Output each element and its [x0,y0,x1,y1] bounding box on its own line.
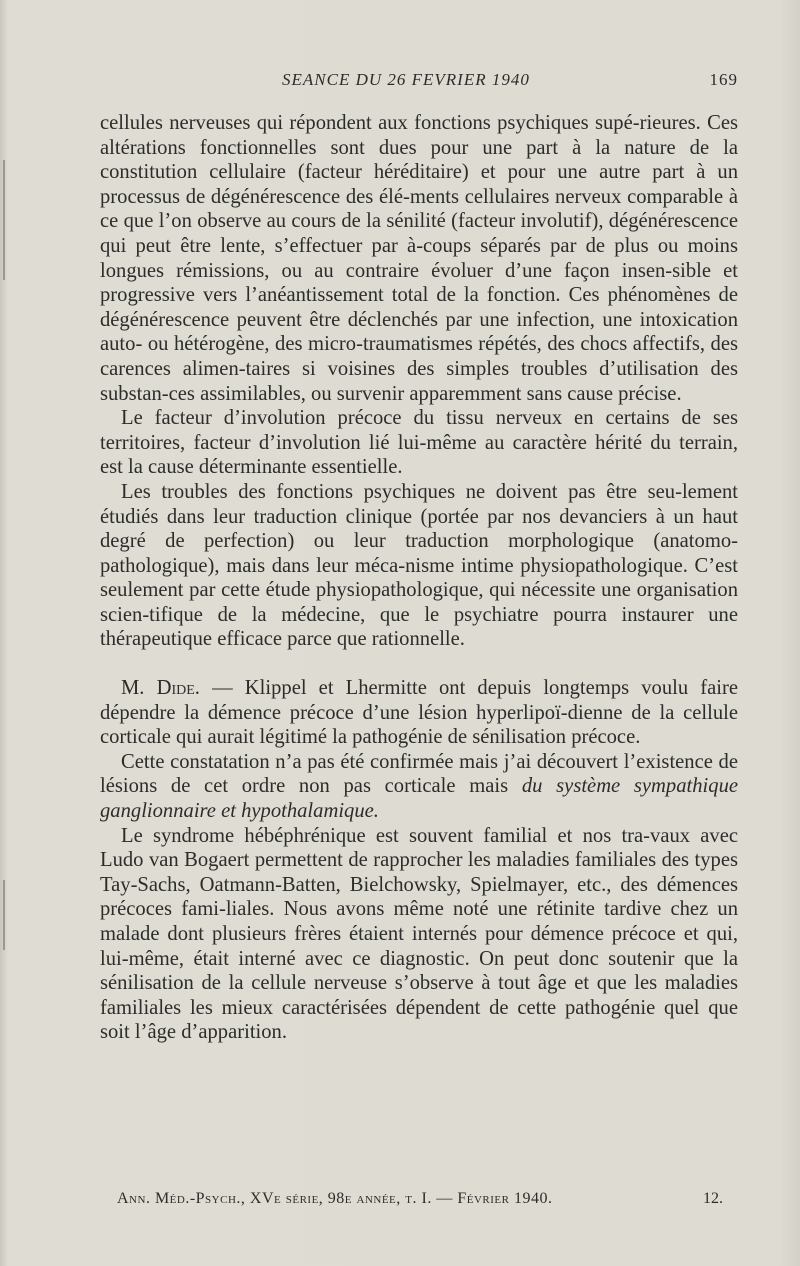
signature-mark: 12. [703,1190,723,1207]
paragraph-text: Cette constatation n’a pas été confirmée mais j’ai découvert l’existence de lésions de cet ordre non pas corticale mais [100,750,738,798]
page-edge-shadow [3,160,5,280]
running-title: SEANCE DU 26 FEVRIER 1940 [282,70,530,89]
paragraph: Le facteur d’involution précoce du tissu nerveux en certains de ses territoires, facteur d’involution lié lui-même au caractère hérité du terrain, est la cause déterminante essentielle. [100,407,738,479]
journal-citation: Ann. Méd.-Psych., XVe série, 98e année, t. I. — Février 1940. [117,1190,553,1207]
italic-emphasis: du système sympathique ganglionnaire et hypothalamique. [100,775,739,823]
paragraph: Le syndrome hébéphrénique est souvent familial et nos tra-vaux avec Ludo van Bogaert permettent de rapprocher les maladies familiales des types Tay-Sachs, Oatmann-Batten, Bielchowsky, Spielmayer, etc., des démences précoces fami-liales. Nous avons même noté une rétinite tardive chez un malade dont plusieurs frères étaient internés pour démence précoce et qui, lui-même, était interné avec ce diagnostic. On peut donc soutenir que la sénilisation de la cellule nerveuse s’observe à tout âge et que les maladies familiales les mieux caractérisées dépendent de cette pathogénie quel que soit l’âge d’apparition. [100,824,738,1044]
page-edge-shadow [3,880,5,950]
page-footer [117,1190,723,1214]
paragraph [100,750,738,824]
page-number: 169 [709,70,738,89]
dide-intro-text: — Klippel et Lhermitte ont depuis longtemps voulu faire dépendre la démence précoce d’une lésion hyperlipoï-dienne de la cellule corticale qui aurait légitimé la pathogénie de sénilisation précoce. [100,677,739,749]
dide-intervention [100,676,738,750]
paragraph: Les troubles des fonctions psychiques ne doivent pas être seu-lement étudiés dans leur traduction clinique (portée par nos devanciers à un haut degré de perfection) ou leur traduction morphologique (anatomo-pathologique), mais dans leur méca-nisme intime physiopathologique. C’est seulement par cette étude physiopathologique, qui nécessite une organisation scien-tifique de la médecine, que le psychiatre pourra instaurer une thérapeutique efficace parce que rationnelle. [100,480,738,651]
body-text [100,111,738,1045]
speaker-name: M. Dide. [121,677,200,700]
running-header [100,70,738,96]
paragraph-continued: cellules nerveuses qui répondent aux fonctions psychiques supé-rieures. Ces altérations fonctionnelles sont dues pour une part à la nature de la constitution cellulaire (facteur héréditaire) et pour une autre part à un processus de dégénérescence des élé-ments cellulaires nerveux comparable à ce que l’on observe au cours de la sénilité (facteur involutif), dégénérescence qui peut être lente, s’effectuer par à-coups séparés par de plus ou moins longues rémissions, ou au contraire évoluer d’une façon insen-sible et progressive vers l’anéantissement total de la fonction. Ces phénomènes de dégénérescence peuvent être déclenchés par une infection, une intoxication auto- ou hétérogène, des micro-traumatismes répétés, des chocs affectifs, des carences alimen-taires si voisines des simples troubles d’utilisation des substan-ces assimilables, ou survenir apparemment sans cause précise. [100,112,738,405]
